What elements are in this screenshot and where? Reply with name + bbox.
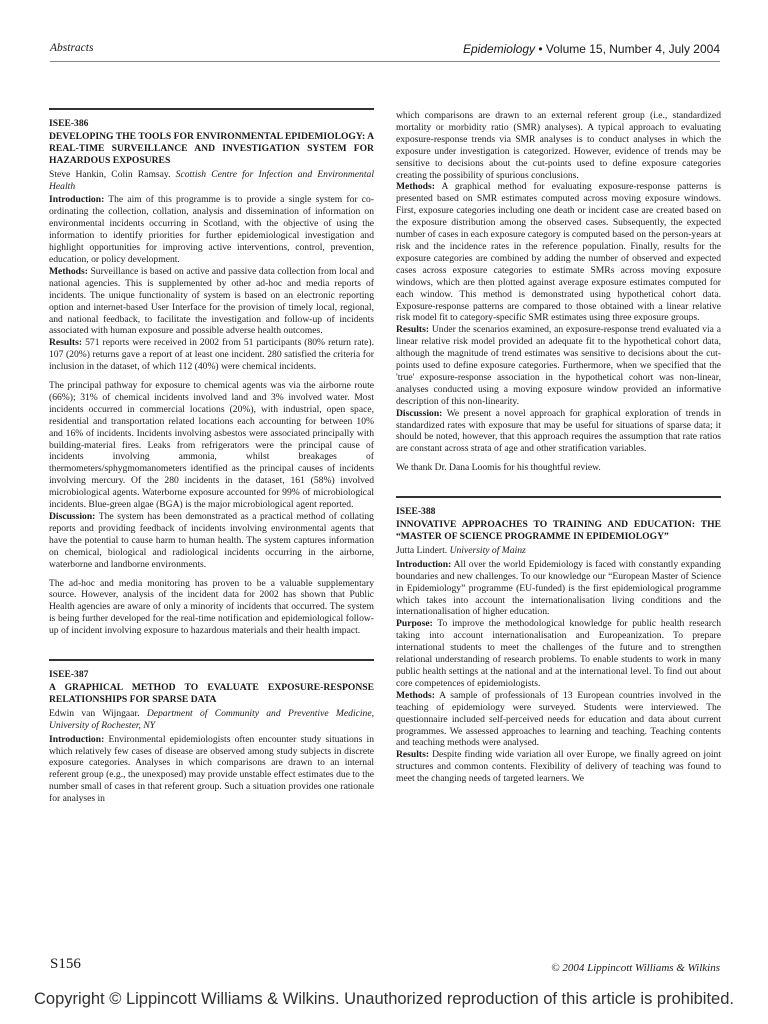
section-text: We present a novel approach for graphical exploration of trends in standardized rates with exposure that may be useful for situations of sparse data; it should be noted, however, that this approach requires the assumption that rate ratios are constant across strata of age and other stratification variables. bbox=[396, 407, 721, 455]
section-text: Under the scenarios examined, an exposure-response trend evaluated via a linear relative risk model provided an adequate fit to the hypothetical cohort data, although the magnitude of trend estimates was sensitive to decisions about the cut-points used to define exposure categories. Furthermore, when we specified that the 'true' exposure-response association in the hypothetical cohort was non-linear, analyses conducted using a moving exposure window provided an informative description of this non-linearity. bbox=[396, 324, 721, 407]
introduction-paragraph bbox=[49, 734, 374, 805]
purpose-paragraph bbox=[396, 618, 721, 689]
abstract-isee-388 bbox=[396, 506, 721, 785]
author-affiliation: Scottish Centre for Infection and Environmental Health bbox=[49, 168, 374, 192]
section-text: All over the world Epidemiology is faced with constantly expanding boundaries and new challenges. To our knowledge our “European Master of Science in Epidemiology” programme (EU-funded) is the first epidemiological programme which takes into account the internationalisation living conditions and the internationalisation of higher education. bbox=[396, 558, 721, 618]
introduction-paragraph bbox=[396, 559, 721, 619]
abstract-spacer bbox=[396, 474, 721, 496]
right-column bbox=[396, 110, 721, 785]
abstract-divider bbox=[49, 659, 374, 661]
author-names: Edwin van Wijngaar. bbox=[49, 707, 140, 719]
abstract-id: ISEE-387 bbox=[49, 669, 89, 681]
results-continued-paragraph: The principal pathway for exposure to chemical agents was via the airborne route (66%); 31% of chemical incidents involved land and 3% involved water. Most incidents occurred in commercial locations (20%), with industrial, open space, residential and transportation related locations each accounting for between 10% and 16% of incidents. Incidents involving asbestos were associated principally with building-material fires. Leaks from refrigerators were the principal cause of incidents involving ammonia, whilst breakages of thermometers/sphygmomanometers identified as the principal causes of incidents involving mercury. Of the 280 incidents in the dataset, 161 (58%) involved microbiological agents. Waterborne exposure accounted for 99% of microbiological incidents. Blue-green algae (BGA) is the major microbiological agent reported. bbox=[49, 380, 374, 511]
introduction-continued-paragraph: which comparisons are drawn to an external referent group (i.e., standardized mortality or morbidity ratio (SMR) analyses). A typical approach to evaluating exposure-response trends via SMR analyses is to conduct analyses in which the exposure under investigation is categorized. However, evidence of trends may be sensitive to decisions about the cut-points used to define exposure categories creating the possibility of spurious conclusions. bbox=[396, 110, 721, 181]
abstract-id: ISEE-388 bbox=[396, 506, 436, 518]
journal-citation bbox=[463, 42, 720, 56]
section-label: Introduction: bbox=[396, 558, 452, 570]
author-affiliation: Department of Community and Preventive Medicine, University of Rochester, NY bbox=[49, 707, 375, 731]
section-label: Results: bbox=[49, 337, 83, 349]
section-label: Discussion: bbox=[396, 407, 443, 419]
header-bullet: • bbox=[538, 42, 543, 56]
abstract-spacer bbox=[49, 637, 374, 659]
discussion-paragraph bbox=[49, 511, 374, 571]
section-label: Discussion: bbox=[49, 511, 96, 522]
abstract-isee-386 bbox=[49, 118, 374, 637]
section-label: Methods: bbox=[396, 181, 435, 193]
discussion-continued-paragraph: The ad-hoc and media monitoring has proven to be a valuable supplementary source. However, analysis of the incident data for 2002 has shown that Public Health agencies are aware of only a minority of incidents that occurred. The system is being further developed for the real-time notification and epidemiological follow-up of incident involving exposure to hazardous materials and their health impact. bbox=[49, 577, 374, 637]
abstract-isee-387-continued bbox=[396, 110, 721, 474]
section-label: Results: bbox=[396, 324, 430, 336]
abstract-divider bbox=[49, 108, 374, 110]
abstract-divider bbox=[396, 496, 721, 498]
results-paragraph bbox=[396, 749, 721, 785]
section-label: Purpose: bbox=[396, 618, 433, 630]
abstract-title: INNOVATIVE APPROACHES TO TRAINING AND EDUCATION: THE “MASTER OF SCIENCE PROGRAMME IN EPIDEMIOLOGY” bbox=[396, 519, 721, 542]
author-affiliation: University of Mainz bbox=[449, 544, 526, 556]
copyright-watermark: Copyright © Lippincott Williams & Wilkins. Unauthorized reproduction of this article is prohibited. bbox=[34, 990, 734, 1008]
section-text: A sample of professionals of 13 European countries involved in the teaching of epidemiology were surveyed. Students were interviewed. The questionnaire included self-perceived needs for education and data about current programmes. We assessed approaches to learning and teaching. Teaching contents and teaching methods were analysed. bbox=[396, 689, 721, 749]
section-label: Introduction: bbox=[49, 194, 105, 206]
section-label: Abstracts bbox=[50, 42, 94, 54]
left-column bbox=[49, 108, 374, 805]
publisher-notice: © 2004 Lippincott Williams & Wilkins bbox=[551, 962, 720, 974]
section-text: Despite finding wide variation all over Europe, we finally agreed on joint structures and common contents. Flexibility of delivery of teaching was found to meet the changing needs of targeted learners. We bbox=[396, 749, 721, 785]
section-label: Results: bbox=[396, 749, 430, 761]
abstract-isee-387 bbox=[49, 669, 374, 805]
discussion-paragraph bbox=[396, 408, 721, 456]
page-number: S156 bbox=[50, 956, 81, 972]
methods-paragraph bbox=[396, 690, 721, 750]
volume-info: Volume 15, Number 4, July 2004 bbox=[545, 42, 720, 56]
results-paragraph bbox=[49, 337, 374, 373]
abstract-id: ISEE-386 bbox=[49, 118, 89, 129]
acknowledgment-paragraph: We thank Dr. Dana Loomis for his thoughtful review. bbox=[396, 462, 601, 474]
introduction-paragraph bbox=[49, 194, 374, 265]
journal-name: Epidemiology bbox=[462, 42, 535, 56]
section-label: Introduction: bbox=[49, 733, 105, 745]
methods-paragraph bbox=[396, 181, 721, 324]
section-text: The aim of this programme is to provide a single system for co-ordinating the collection, collation, analysis and dissemination of information on environmental incidents occurring in Scotland, with the objective of using the information to identify priorities for further epidemiological investigation and highlight opportunities for improving active interventions, control, prevention, education, or policy development. bbox=[49, 194, 374, 265]
section-text: To improve the methodological knowledge for public health research taking into account internationalisation and Europeanization. To prepare international students to meet the challenges of the future and to strengthen relational understanding of research problems. To enable students to work in many public health settings at the national and at the international level. To find out about core competences of epidemiologists. bbox=[396, 618, 722, 689]
abstract-authors bbox=[49, 708, 374, 732]
section-text: Surveillance is based on active and passive data collection from local and national agencies. This is supplemented by other ad-hoc and media reports of incidents. The unique functionality of system is based on an electronic reporting option and internet-based User Interface for the provision of timely local, regional, and national feedback, to facilitate the investigation and follow-up of incidents associated with human exposure and possible adverse health outcomes. bbox=[49, 265, 374, 337]
author-names: Jutta Lindert. bbox=[396, 544, 448, 556]
results-paragraph bbox=[396, 324, 721, 407]
abstract-title: DEVELOPING THE TOOLS FOR ENVIRONMENTAL EPIDEMIOLOGY: A REAL-TIME SURVEILLANCE AND INVESTIGATION SYSTEM FOR HAZARDOUS EXPOSURES bbox=[49, 130, 374, 166]
methods-paragraph bbox=[49, 266, 374, 337]
abstract-authors bbox=[49, 169, 374, 193]
section-label: Methods: bbox=[396, 689, 435, 701]
section-text: 571 reports were received in 2002 from 51 participants (80% return rate). 107 (20%) returns gave a report of at least one incident. 280 satisfied the criteria for inclusion in the dataset, of which 112 (40%) were chemical incidents. bbox=[49, 337, 374, 373]
section-text: The system has been demonstrated as a practical method of collating reports and providing feedback of incidents involving environmental agents that have the potential to cause harm to human health. The system captures information on chemical, biological and radiological incidents occurring in the airborne, waterborne and landborne environments. bbox=[49, 511, 374, 570]
section-text: Environmental epidemiologists often encounter study situations in which relatively few cases of disease are observed among study subjects in discrete exposure categories. Analyses in which comparisons are drawn to an internal referent group (e.g., the unexposed) may provide unstable effect estimates due to the number small of cases in that referent group. Such a situation provides one rationale for analyses in bbox=[49, 733, 374, 805]
running-header bbox=[50, 40, 720, 62]
section-label: Methods: bbox=[49, 265, 88, 277]
author-names: Steve Hankin, Colin Ramsay. bbox=[49, 168, 171, 180]
abstract-authors bbox=[396, 545, 721, 557]
section-text: A graphical method for evaluating exposure-response patterns is presented based on SMR estimates computed across moving exposure windows. First, exposure categories including one death or incident case are created based on the exposure distribution among the observed cases. Subsequently, the expected number of cases in each exposure category is computed based on the person-years at risk and the incidence rates in the reference population. Finally, results for the exposure categories are combined by adding the number of observed and expected cases across exposure categories to estimate SMRs across moving exposure windows, which are then plotted against average exposure estimates computed for each window. This method is demonstrated using hypothetical cohort data. Exposure-response patterns are compared to those obtained with a linear relative risk model fit to category-specific SMR estimates using three exposure groups. bbox=[396, 181, 721, 324]
abstract-title: A GRAPHICAL METHOD TO EVALUATE EXPOSURE-RESPONSE RELATIONSHIPS FOR SPARSE DATA bbox=[49, 681, 374, 705]
